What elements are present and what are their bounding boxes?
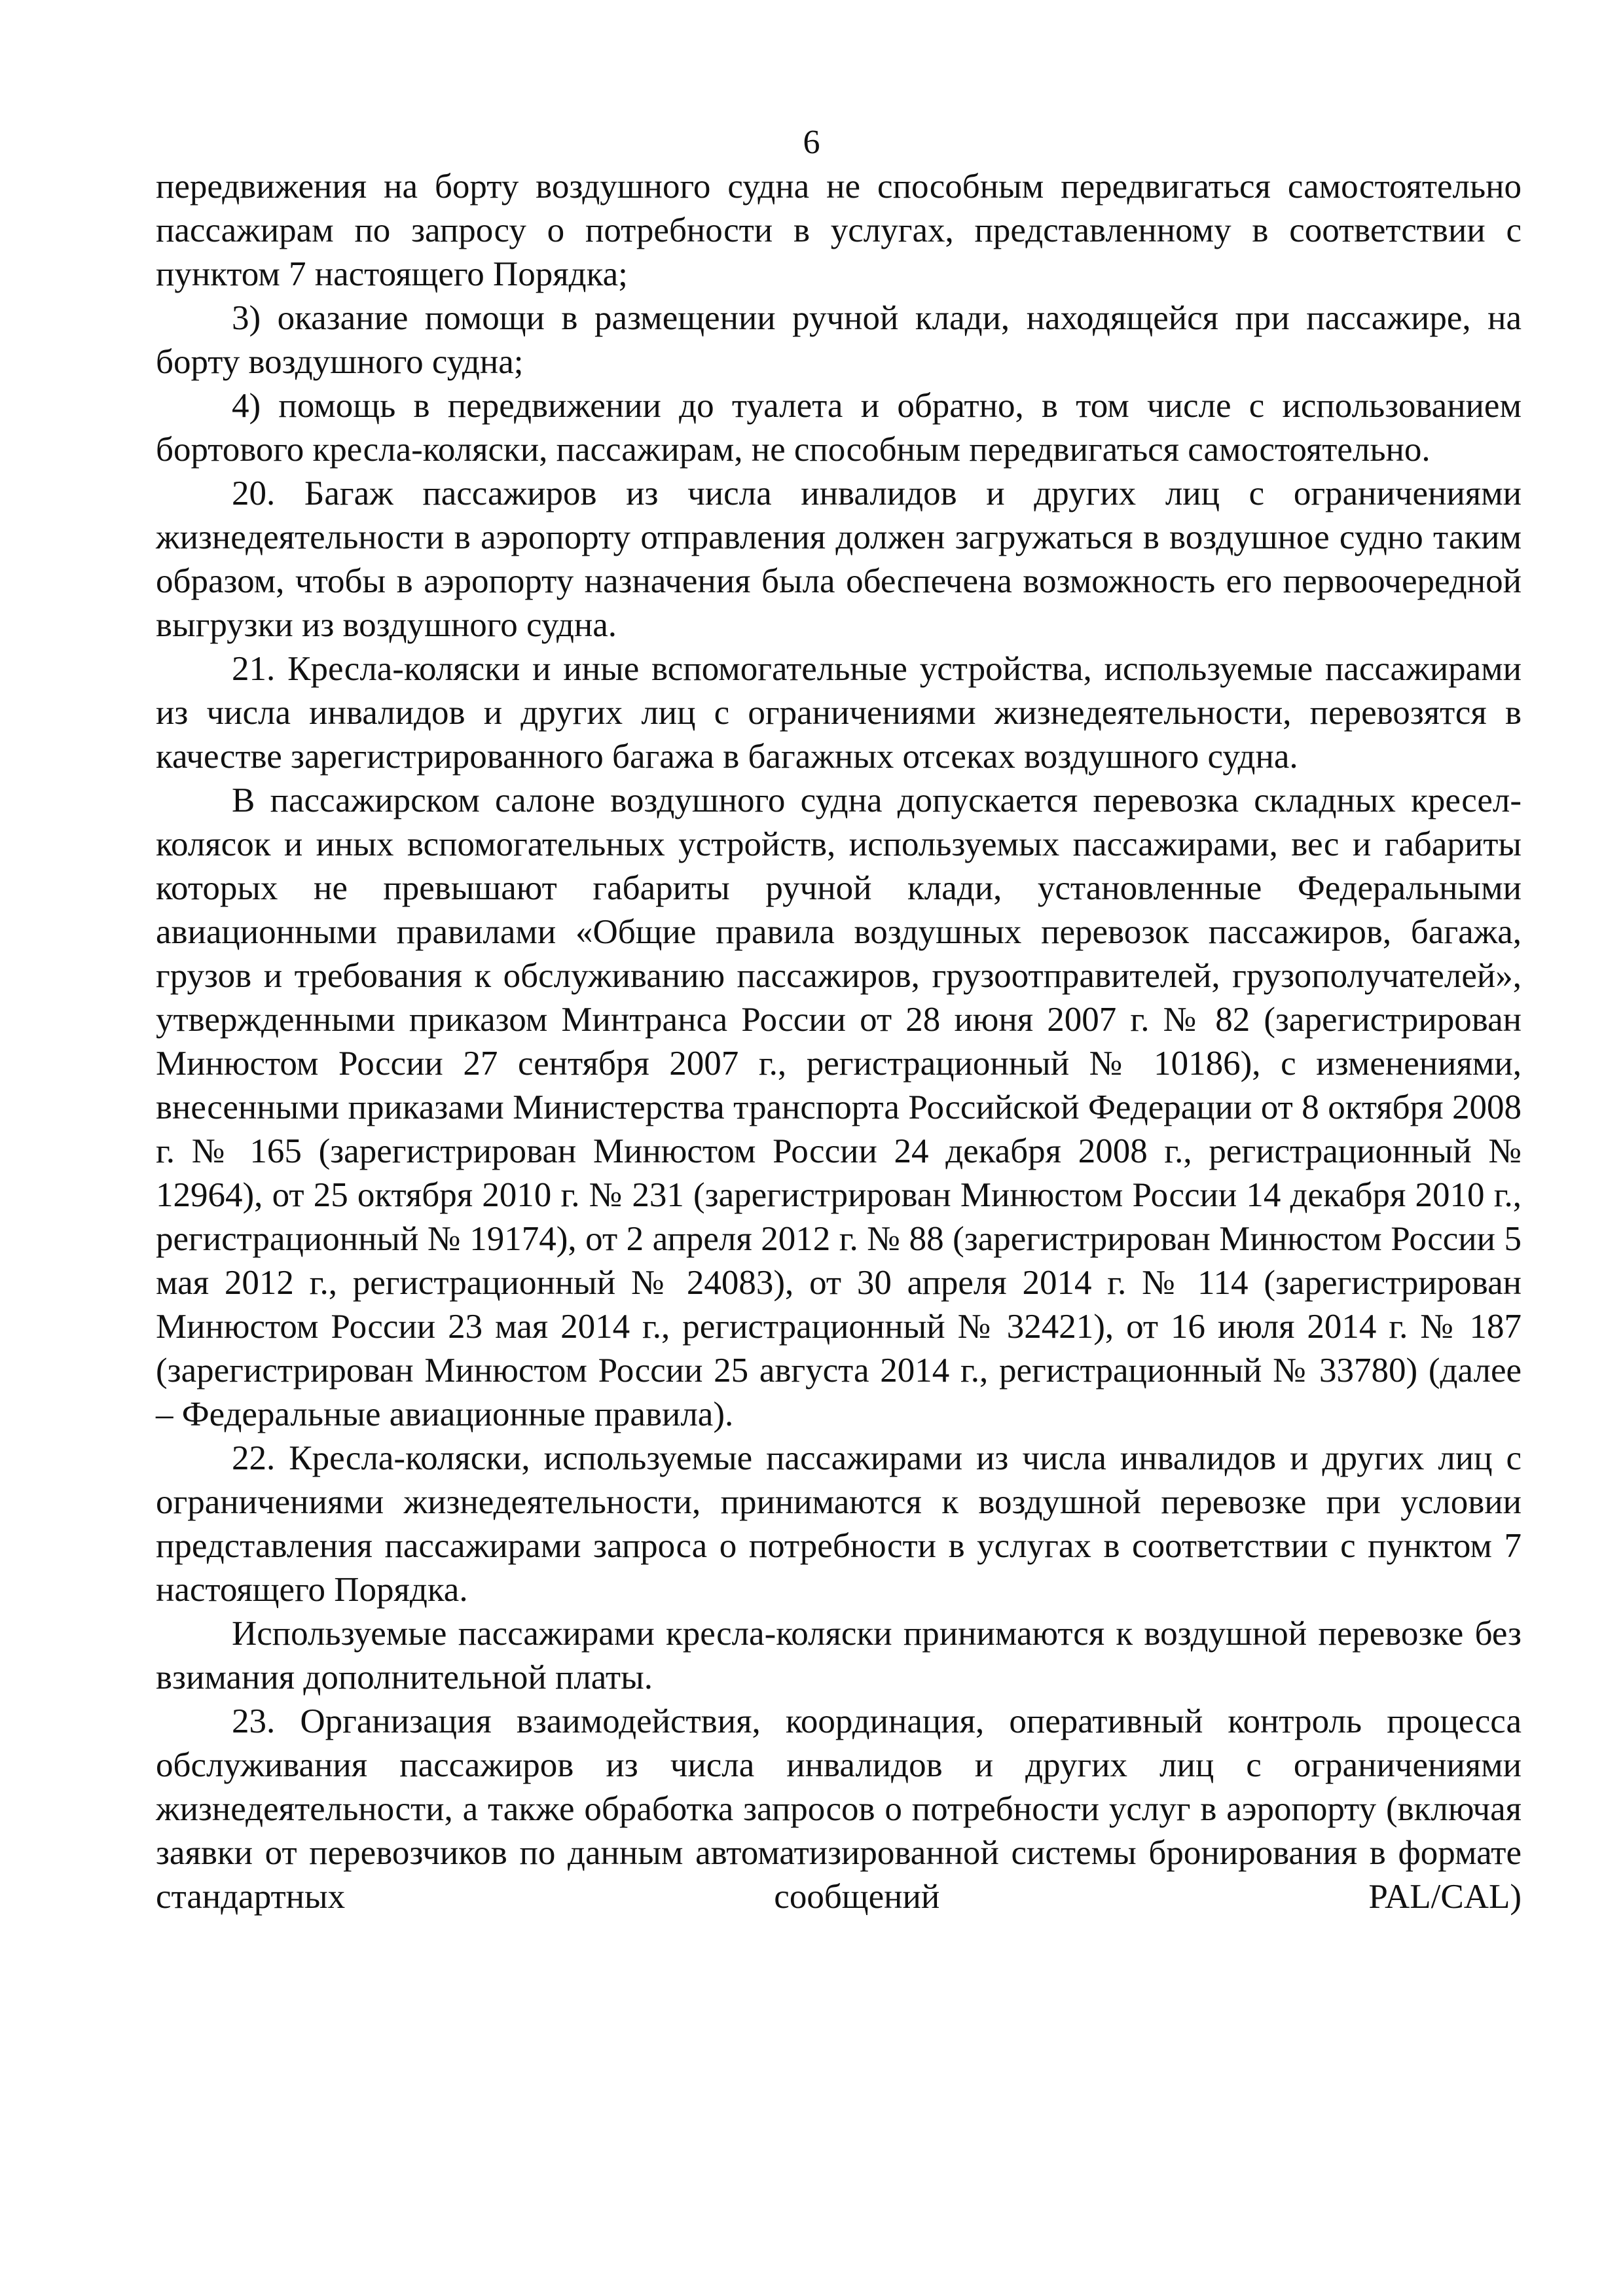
- document-body: [156, 165, 1522, 1919]
- paragraph: 3) оказание помощи в размещении ручной клади, находящейся при пассажире, на борту воздушного судна;: [156, 299, 1522, 381]
- paragraph: В пассажирском салоне воздушного судна допускается перевозка складных кресел-колясок и иных вспомогательных устройств, используемых пассажирами, вес и габариты которых не превышают габариты ручной клади, установленные Федеральными авиационными правилами «Общие правила воздушных перевозок пассажиров, багажа, грузов и требования к обслуживанию пассажиров, грузоотправителей, грузополучателей», утвержденными приказом Минтранса России от 28 июня 2007 г. № 82 (зарегистрирован Минюстом России 27 сентября 2007 г., регистрационный № 10186), с изменениями, внесенными приказами Министерства транспорта Российской Федерации от 8 октября 2008 г. № 165 (зарегистрирован Минюстом России 24 декабря 2008 г., регистрационный № 12964), от 25 октября 2010 г. № 231 (зарегистрирован Минюстом России 14 декабря 2010 г., регистрационный № 19174), от 2 апреля 2012 г. № 88 (зарегистрирован Минюстом России 5 мая 2012 г., регистрационный № 24083), от 30 апреля 2014 г. № 114 (зарегистрирован Минюстом России 23 мая 2014 г., регистрационный № 32421), от 16 июля 2014 г. № 187 (зарегистрирован Минюстом России 25 августа 2014 г., регистрационный № 33780) (далее – Федеральные авиационные правила).: [156, 781, 1522, 1433]
- paragraph: Используемые пассажирами кресла-коляски принимаются к воздушной перевозке без взимания дополнительной платы.: [156, 1615, 1522, 1696]
- paragraph: 20. Багаж пассажиров из числа инвалидов и других лиц с ограничениями жизнедеятельности в аэропорту отправления должен загружаться в воздушное судно таким образом, чтобы в аэропорту назначения была обеспечена возможность его первоочередной выгрузки из воздушного судна.: [156, 475, 1522, 644]
- paragraph: 21. Кресла-коляски и иные вспомогательные устройства, используемые пассажирами из числа инвалидов и других лиц с ограничениями жизнедеятельности, перевозятся в качестве зарегистрированного багажа в багажных отсеках воздушного судна.: [156, 650, 1522, 776]
- paragraph: передвижения на борту воздушного судна не способным передвигаться самостоятельно пассажирам по запросу о потребности в услугах, представленному в соответствии с пунктом 7 настоящего Порядка;: [156, 168, 1522, 293]
- paragraph: 4) помощь в передвижении до туалета и обратно, в том числе с использованием бортового кресла-коляски, пассажирам, не способным передвигаться самостоятельно.: [156, 387, 1522, 469]
- page-number: 6: [803, 124, 820, 161]
- paragraph: 22. Кресла-коляски, используемые пассажирами из числа инвалидов и других лиц с ограничениями жизнедеятельности, принимаются к воздушной перевозке при условии представления пассажирами запроса о потребности в услугах в соответствии с пунктом 7 настоящего Порядка.: [156, 1439, 1522, 1609]
- paragraph: 23. Организация взаимодействия, координация, оперативный контроль процесса обслуживания пассажиров из числа инвалидов и других лиц с ограничениями жизнедеятельности, а также обработка запросов о потребности услуг в аэропорту (включая заявки от перевозчиков по данным автоматизированной системы бронирования в формате стандартных сообщений PAL/CAL): [156, 1702, 1522, 1916]
